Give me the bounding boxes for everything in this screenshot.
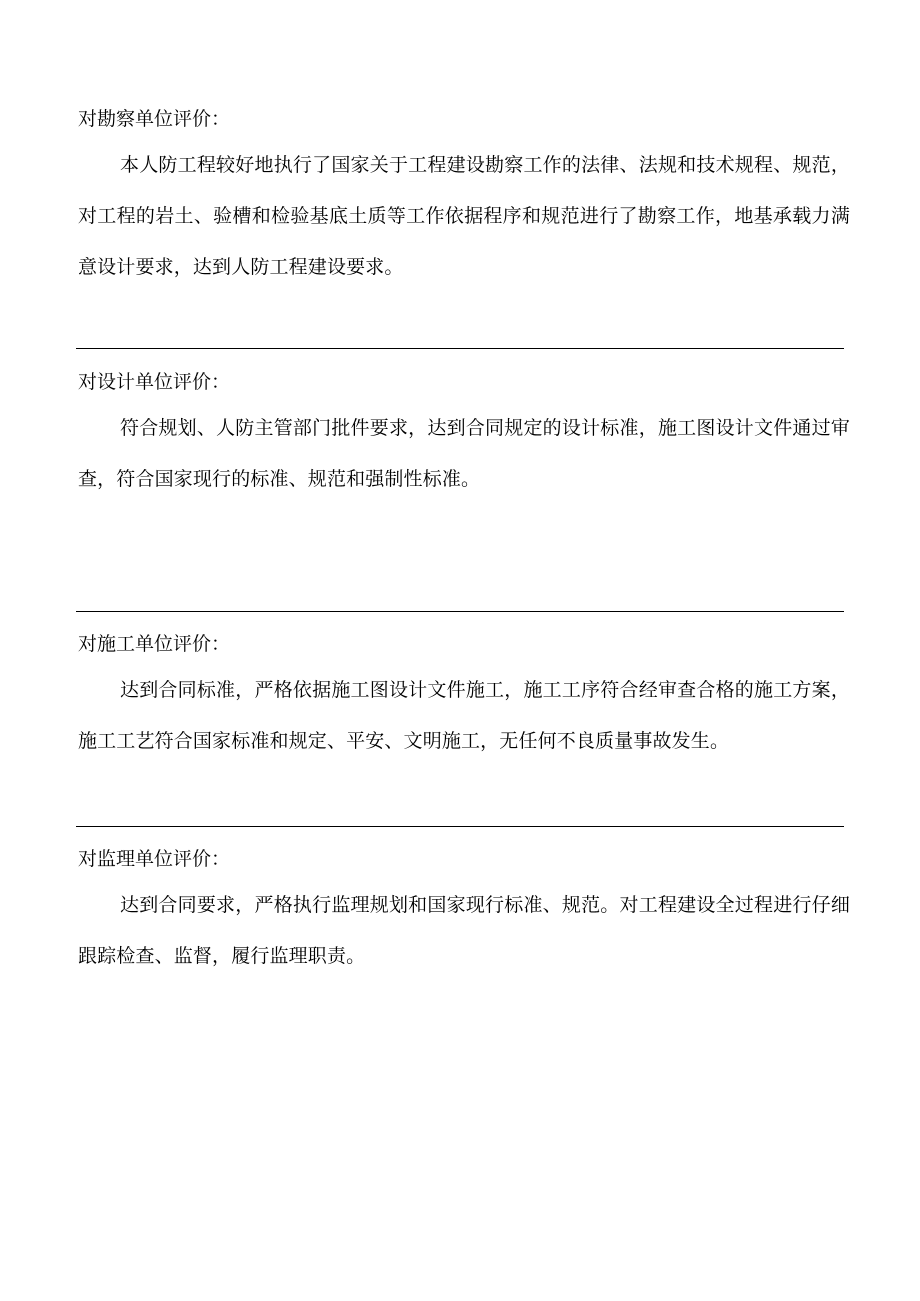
survey-unit-evaluation: 本人防工程较好地执行了国家关于工程建设勘察工作的法律、法规和技术规程、规范，对工程的岩土、验槽和检验基底土质等工作依据程序和规范进行了勘察工作，地基承载力满意设计要求，达到人防工程建设要求。 (78, 154, 850, 278)
survey-unit-heading: 对勘察单位评价： (78, 108, 231, 130)
supervision-unit-heading: 对监理单位评价： (78, 848, 231, 870)
construction-unit-heading: 对施工单位评价： (78, 633, 231, 655)
construction-unit-evaluation: 达到合同标准，严格依据施工图设计文件施工，施工工序符合经审查合格的施工方案，施工工艺符合国家标准和规定、平安、文明施工，无任何不良质量事故发生。 (78, 679, 850, 752)
section-divider (76, 826, 844, 827)
section-divider (76, 611, 844, 612)
supervision-unit-evaluation: 达到合同要求，严格执行监理规划和国家现行标准、规范。对工程建设全过程进行仔细跟踪检查、监督，履行监理职责。 (78, 894, 850, 967)
section-divider (76, 348, 844, 349)
design-unit-heading: 对设计单位评价： (78, 371, 231, 393)
design-unit-evaluation: 符合规划、人防主管部门批件要求，达到合同规定的设计标准，施工图设计文件通过审查，符合国家现行的标准、规范和强制性标准。 (78, 417, 850, 490)
